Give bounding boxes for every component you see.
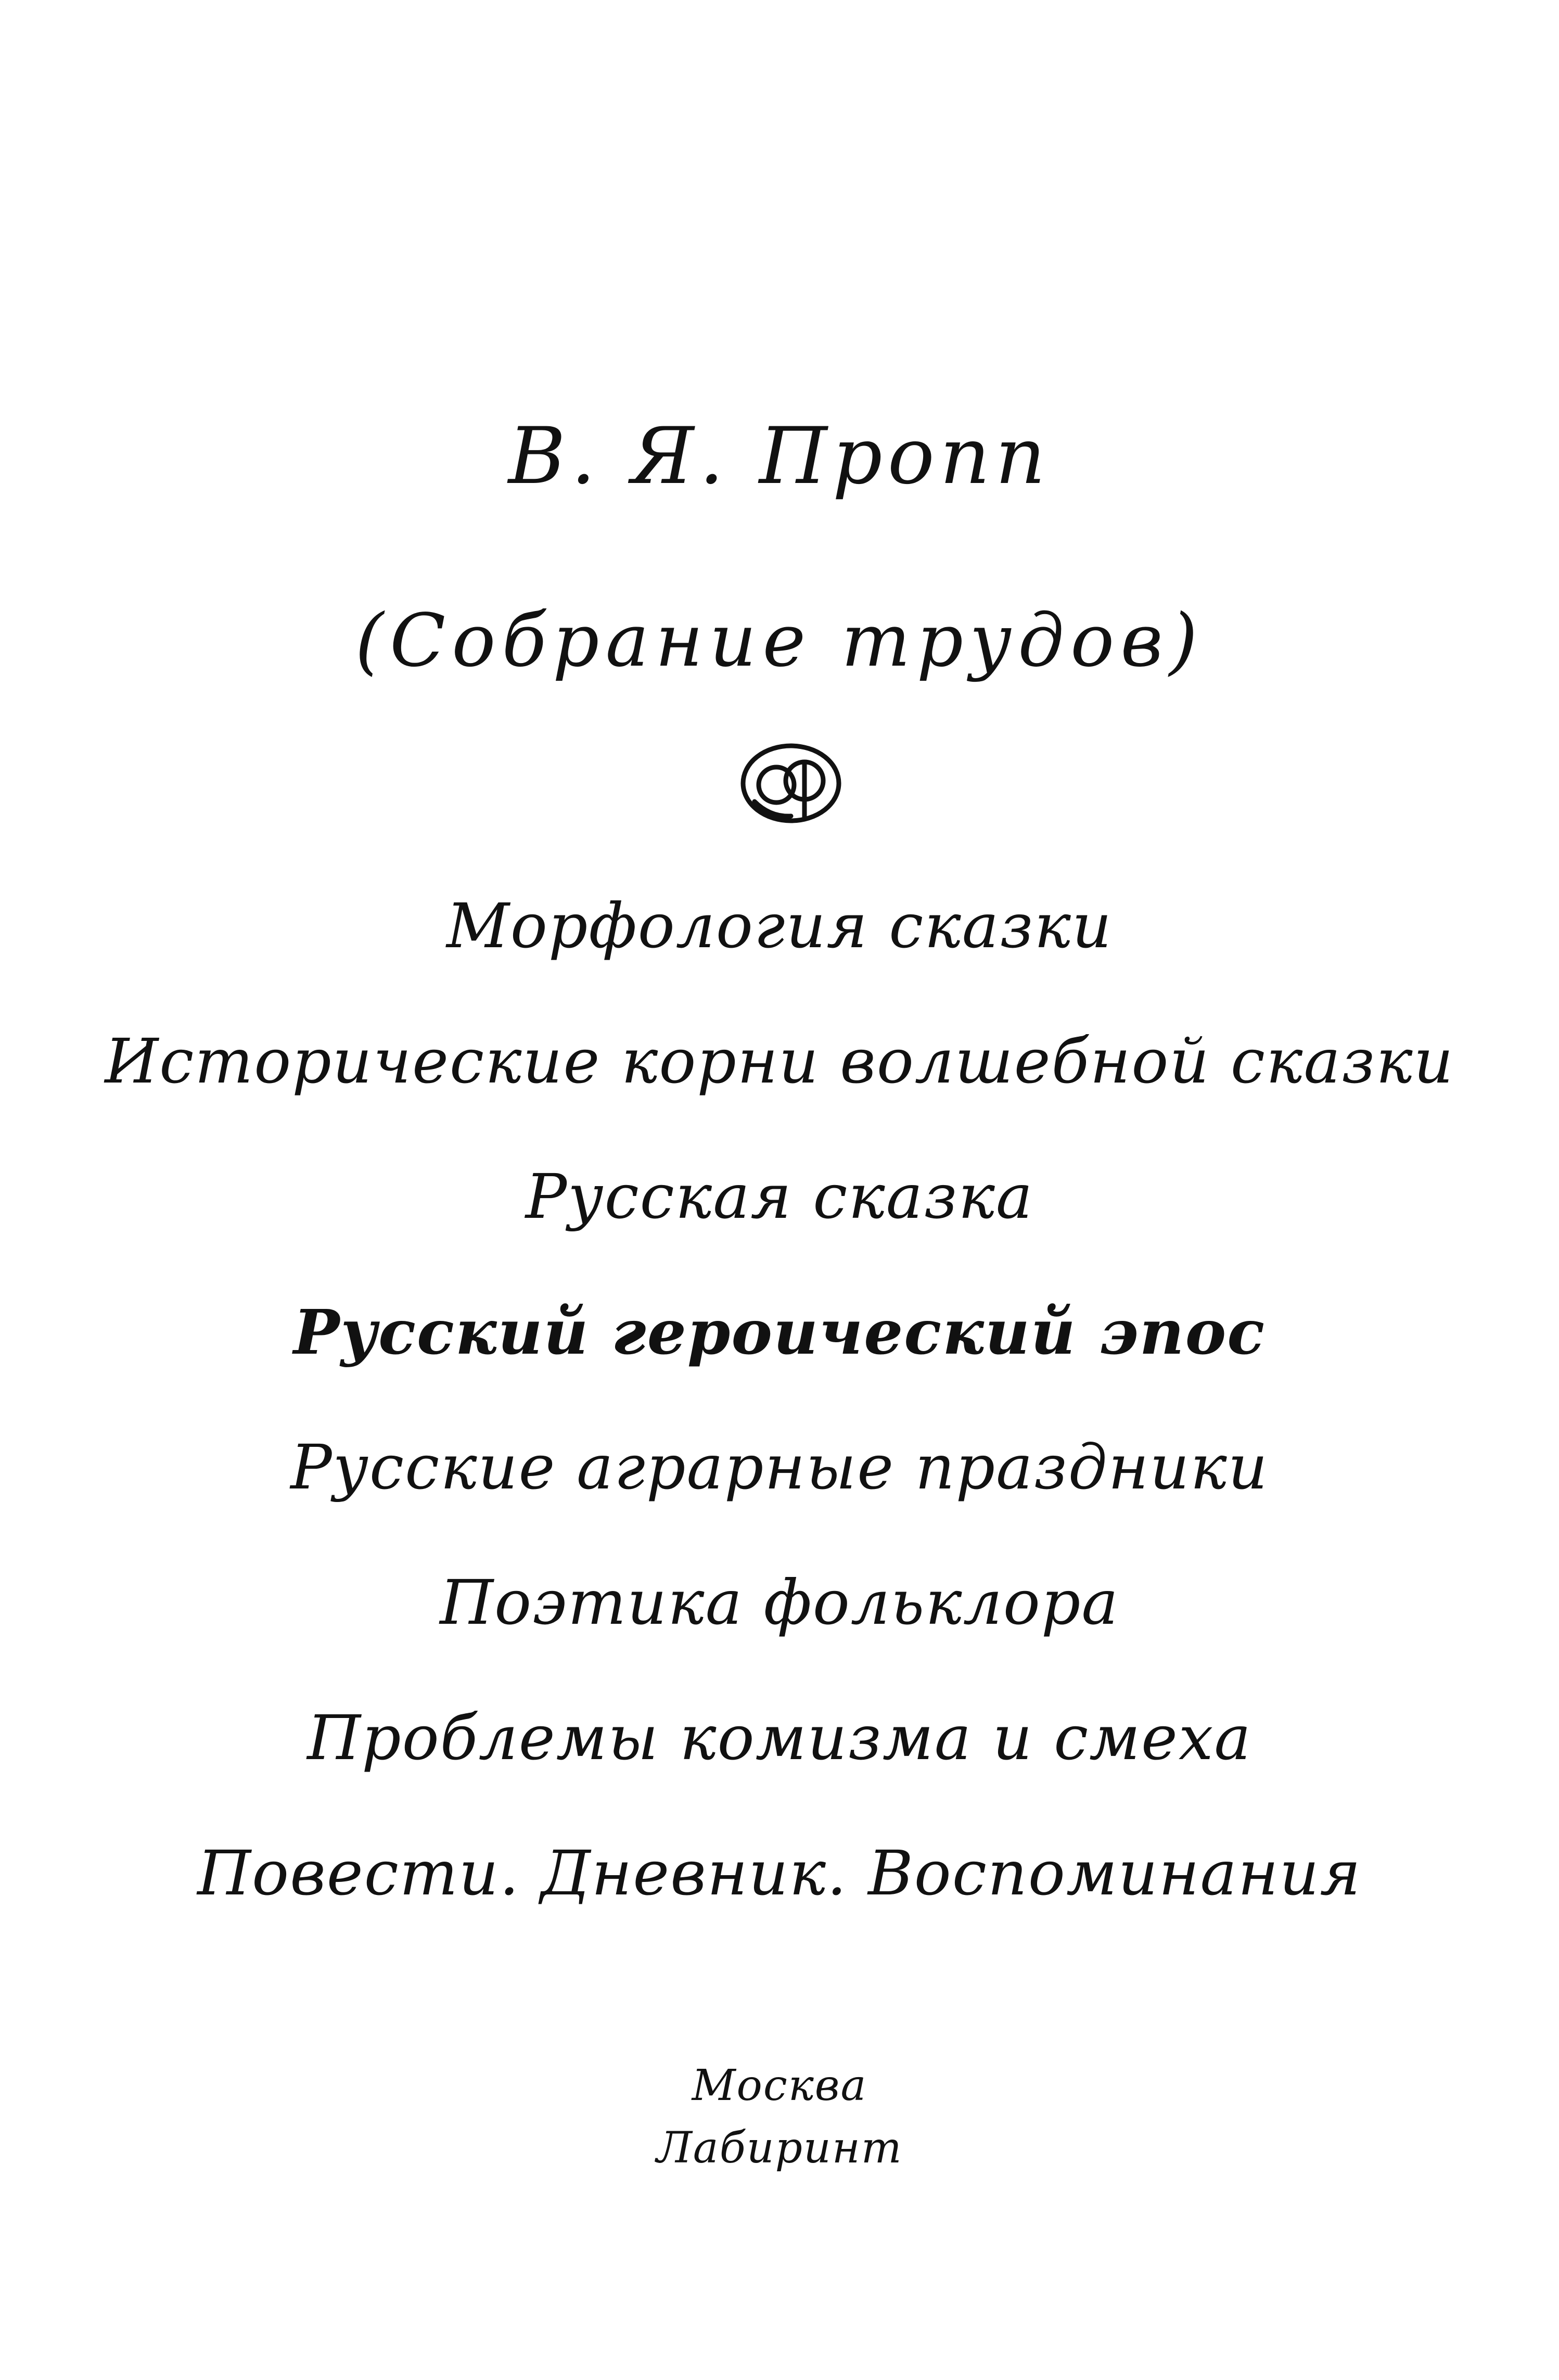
work-title: Повести. Дневник. Воспоминания xyxy=(197,1837,1362,1909)
imprint-publisher: Лабиринт xyxy=(656,2123,903,2173)
publisher-monogram-icon xyxy=(739,739,843,828)
work-title: Русский героический эпос xyxy=(293,1296,1266,1368)
imprint-city: Москва xyxy=(692,2061,867,2110)
work-title: Исторические корни волшебной сказки xyxy=(105,1025,1454,1097)
work-title: Морфология сказки xyxy=(446,890,1113,962)
work-title: Русские аграрные праздники xyxy=(290,1431,1269,1503)
work-title: Русская сказка xyxy=(525,1161,1034,1232)
work-title: Проблемы комизма и смеха xyxy=(307,1702,1252,1774)
work-title: Поэтика фольклора xyxy=(440,1567,1119,1638)
collection-title: (Собрание трудов) xyxy=(355,599,1204,683)
author-name: В. Я. Пропп xyxy=(508,411,1051,502)
